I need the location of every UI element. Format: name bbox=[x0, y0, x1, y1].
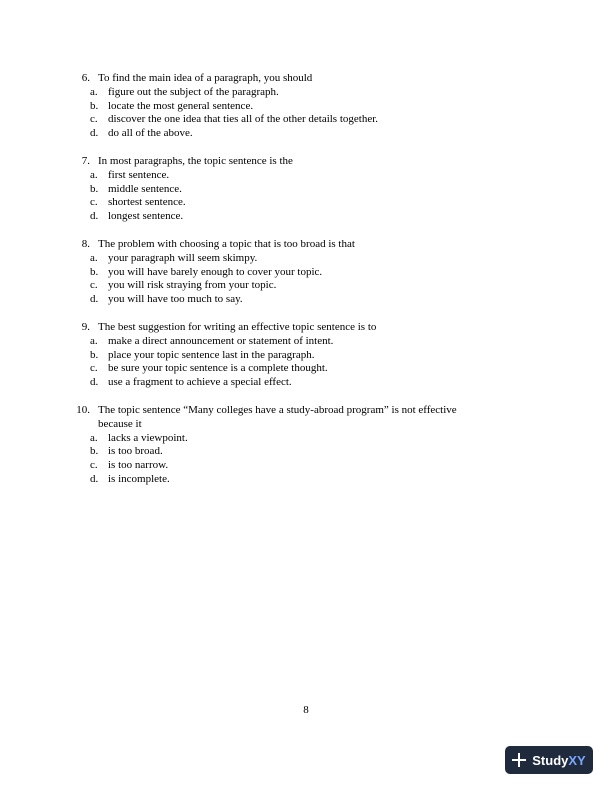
option-letter: c. bbox=[90, 362, 98, 375]
question-number: 9. bbox=[81, 320, 90, 333]
option-letter: a. bbox=[90, 251, 98, 264]
option-text: is too broad. bbox=[108, 445, 163, 458]
answer-options bbox=[90, 432, 460, 487]
option-letter: b. bbox=[90, 348, 99, 361]
answer-option bbox=[90, 335, 460, 349]
option-letter: a. bbox=[90, 85, 98, 98]
option-text: your paragraph will seem skimpy. bbox=[108, 251, 258, 264]
page-number: 8 bbox=[303, 704, 309, 716]
option-text: be sure your topic sentence is a complete thought. bbox=[108, 362, 328, 375]
option-letter: c. bbox=[90, 196, 98, 209]
option-letter: c. bbox=[90, 459, 98, 472]
option-text: shortest sentence. bbox=[108, 196, 186, 209]
answer-option bbox=[90, 127, 460, 141]
answer-option bbox=[90, 459, 460, 473]
option-text: figure out the subject of the paragraph. bbox=[108, 85, 279, 98]
studyxy-badge[interactable] bbox=[505, 746, 593, 774]
answer-option bbox=[90, 432, 460, 446]
option-letter: a. bbox=[90, 431, 98, 444]
option-text: locate the most general sentence. bbox=[108, 99, 254, 112]
option-text: discover the one idea that ties all of the other details together. bbox=[108, 113, 379, 126]
question-text: The problem with choosing a topic that is too broad is that bbox=[98, 237, 355, 250]
answer-option bbox=[90, 279, 460, 293]
question-list bbox=[60, 72, 460, 501]
plus-icon bbox=[512, 753, 526, 767]
option-letter: d. bbox=[90, 472, 99, 485]
answer-option bbox=[90, 349, 460, 363]
question-number: 8. bbox=[81, 237, 90, 250]
question-text: To find the main idea of a paragraph, you should bbox=[98, 72, 313, 84]
option-text: first sentence. bbox=[108, 168, 170, 181]
option-text: you will have barely enough to cover your topic. bbox=[108, 265, 323, 278]
answer-option bbox=[90, 252, 460, 266]
answer-option bbox=[90, 266, 460, 280]
option-text: place your topic sentence last in the paragraph. bbox=[108, 348, 315, 361]
option-letter: b. bbox=[90, 265, 99, 278]
question-number: 7. bbox=[81, 154, 90, 167]
badge-study-text: Study bbox=[532, 752, 569, 768]
option-letter: d. bbox=[90, 376, 99, 389]
question-8 bbox=[60, 238, 460, 307]
option-text: longest sentence. bbox=[108, 210, 184, 223]
badge-label bbox=[532, 753, 585, 768]
option-text: make a direct announcement or statement of intent. bbox=[108, 334, 334, 347]
answer-option bbox=[90, 376, 460, 390]
option-text: do all of the above. bbox=[108, 127, 193, 140]
question-9 bbox=[60, 321, 460, 390]
answer-options bbox=[90, 252, 460, 307]
answer-option bbox=[90, 445, 460, 459]
answer-options bbox=[90, 86, 460, 141]
question-text: The topic sentence “Many colleges have a study-abroad program” is not effective because it bbox=[98, 403, 457, 430]
option-letter: d. bbox=[90, 293, 99, 306]
option-text: lacks a viewpoint. bbox=[108, 431, 188, 444]
option-text: is too narrow. bbox=[108, 459, 169, 472]
answer-option bbox=[90, 210, 460, 224]
question-10 bbox=[60, 404, 460, 487]
option-letter: a. bbox=[90, 168, 98, 181]
answer-options bbox=[90, 169, 460, 224]
option-text: is incomplete. bbox=[108, 472, 170, 485]
answer-options bbox=[90, 335, 460, 390]
option-letter: d. bbox=[90, 210, 99, 223]
answer-option bbox=[90, 362, 460, 376]
answer-option bbox=[90, 196, 460, 210]
answer-option bbox=[90, 100, 460, 114]
option-text: use a fragment to achieve a special effect. bbox=[108, 376, 292, 389]
option-letter: d. bbox=[90, 127, 99, 140]
option-text: you will have too much to say. bbox=[108, 293, 243, 306]
option-letter: b. bbox=[90, 99, 99, 112]
question-text: The best suggestion for writing an effective topic sentence is to bbox=[98, 320, 377, 333]
answer-option bbox=[90, 169, 460, 183]
answer-option bbox=[90, 293, 460, 307]
question-7 bbox=[60, 155, 460, 224]
option-letter: a. bbox=[90, 334, 98, 347]
option-text: you will risk straying from your topic. bbox=[108, 279, 277, 292]
answer-option bbox=[90, 86, 460, 100]
question-number: 10. bbox=[76, 403, 90, 416]
option-text: middle sentence. bbox=[108, 182, 182, 195]
question-number: 6. bbox=[81, 72, 90, 84]
answer-option bbox=[90, 113, 460, 127]
answer-option bbox=[90, 473, 460, 487]
question-6 bbox=[60, 72, 460, 141]
option-letter: b. bbox=[90, 182, 99, 195]
option-letter: b. bbox=[90, 445, 99, 458]
badge-xy-text: XY bbox=[568, 752, 586, 768]
answer-option bbox=[90, 183, 460, 197]
question-text: In most paragraphs, the topic sentence is the bbox=[98, 154, 293, 167]
option-letter: c. bbox=[90, 113, 98, 126]
option-letter: c. bbox=[90, 279, 98, 292]
